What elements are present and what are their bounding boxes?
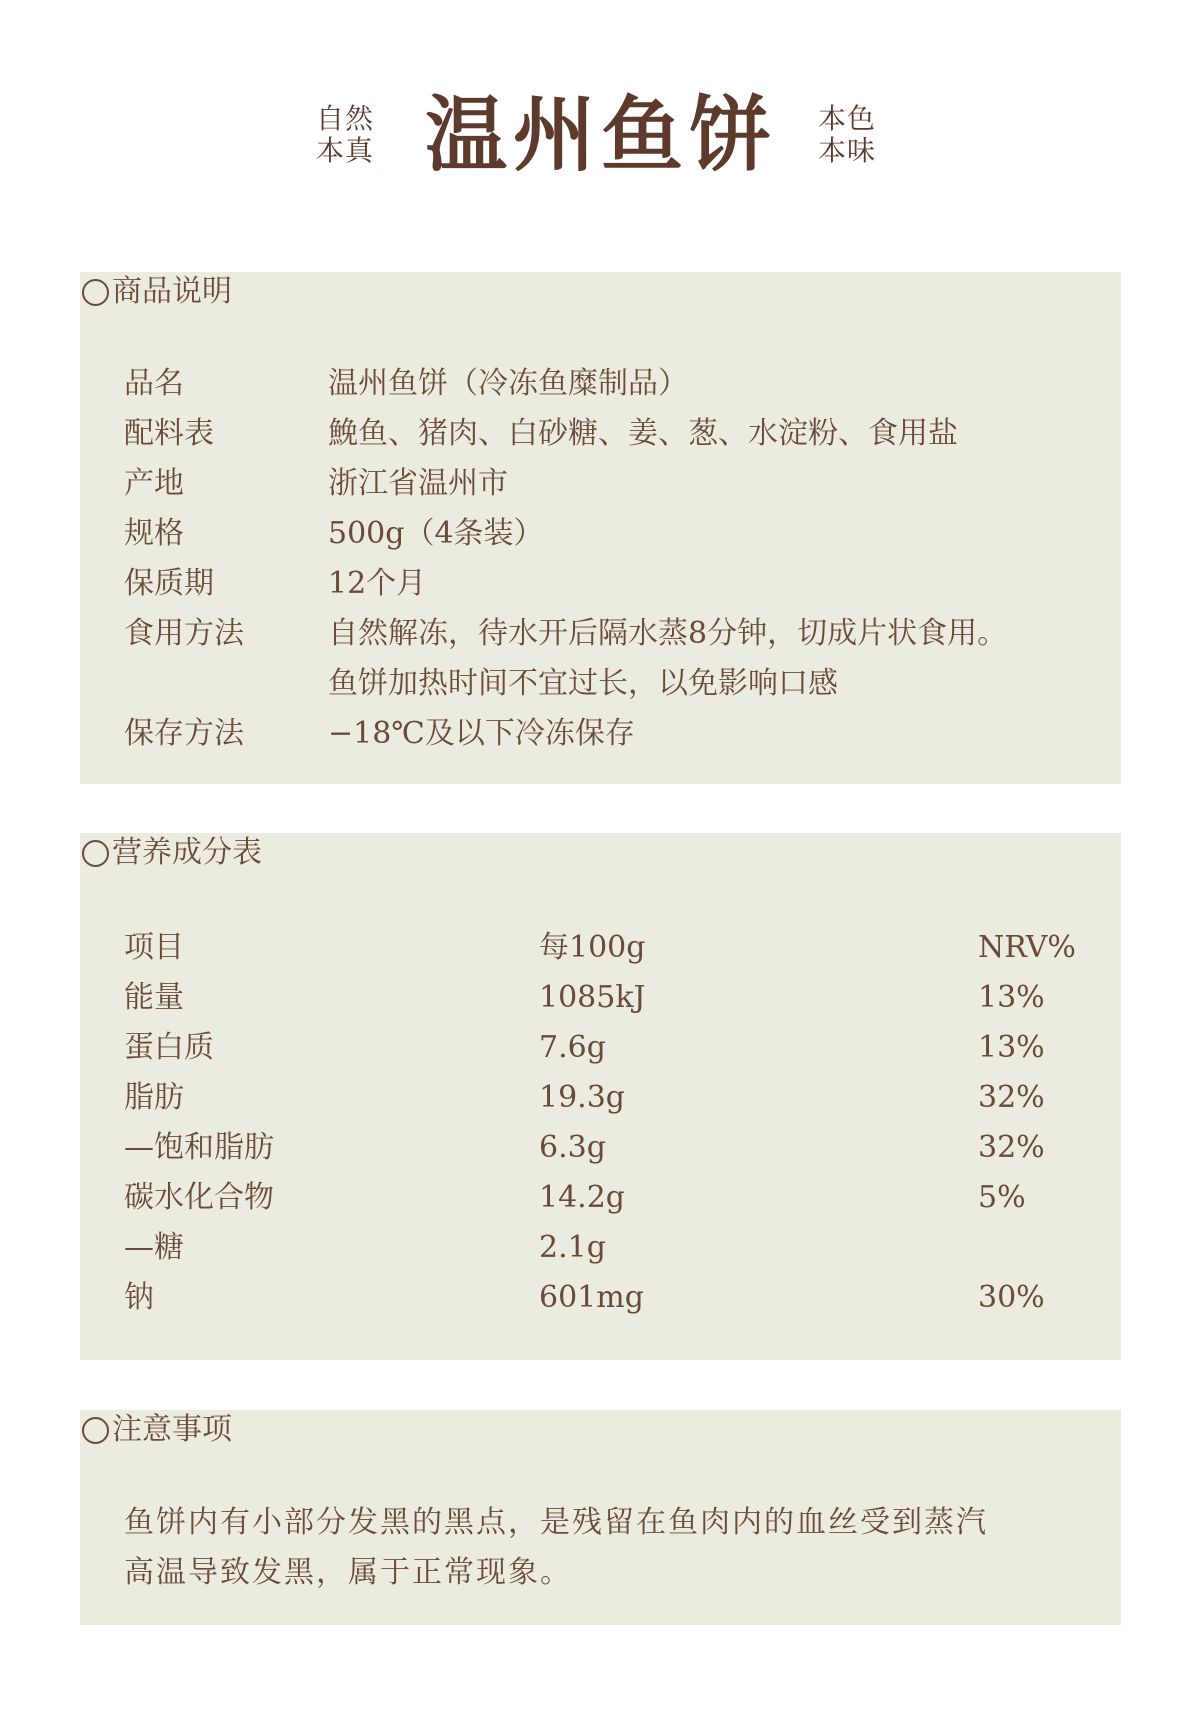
nutrition-header-nrv: NRV% [978,930,1076,965]
circle-icon [82,279,109,306]
nutrition-per: 14.2g [539,1180,626,1215]
nutrition-item: 蛋白质 [124,1030,214,1065]
nutrition-nrv: 13% [978,1030,1045,1065]
slogan-right-line1: 本色 [818,102,877,135]
nutrition-per: 2.1g [539,1230,606,1265]
nutrition-nrv: 32% [978,1130,1045,1165]
circle-icon [82,840,109,867]
product-value-storage: −18℃及以下冷冻保存 [328,716,635,751]
nutrition-item: 钠 [124,1280,154,1315]
slogan-left [316,103,374,167]
notice-panel [80,1410,1121,1625]
product-label-shelf-life: 保质期 [124,566,214,601]
circle-icon [82,1417,109,1444]
notice-line-1: 鱼饼内有小部分发黑的黑点，是残留在鱼肉内的血丝受到蒸汽 [124,1505,988,1540]
slogan-right [818,103,876,167]
nutrition-item: 碳水化合物 [124,1180,274,1215]
product-value-shelf-life: 12个月 [328,566,427,601]
product-label-usage: 食用方法 [124,616,244,651]
nutrition-per: 6.3g [539,1130,606,1165]
nutrition-title [82,833,262,873]
product-value-usage-2: 鱼饼加热时间不宜过长，以免影响口感 [328,666,838,701]
notice-line-2: 高温导致发黑，属于正常现象。 [124,1555,572,1590]
product-info-title [82,272,232,312]
notice-title-text: 注意事项 [112,1412,232,1447]
slogan-left-line2: 本真 [316,134,375,167]
product-label-origin: 产地 [124,466,184,501]
product-value-ingredients: 鮸鱼、猪肉、白砂糖、姜、葱、水淀粉、食用盐 [328,416,958,451]
nutrition-header-item: 项目 [124,930,184,965]
product-value-origin: 浙江省温州市 [328,466,508,501]
product-value-name: 温州鱼饼（冷冻鱼糜制品） [328,366,688,401]
nutrition-item: 能量 [124,980,184,1015]
slogan-right-line2: 本味 [818,134,877,167]
nutrition-title-text: 营养成分表 [112,835,262,870]
product-label-storage: 保存方法 [124,716,244,751]
product-value-spec: 500g（4条装） [328,516,544,551]
page-title: 温州鱼饼 [425,87,778,183]
nutrition-nrv: 32% [978,1080,1045,1115]
product-value-usage: 自然解冻，待水开后隔水蒸8分钟，切成片状食用。 [328,616,1008,651]
product-label-name: 品名 [124,366,184,401]
nutrition-per: 19.3g [539,1080,626,1115]
product-label-ingredients: 配料表 [124,416,214,451]
header [0,85,1200,195]
nutrition-header-per: 每100g [539,930,646,965]
product-label-spec: 规格 [124,516,184,551]
notice-title [82,1410,232,1450]
nutrition-panel [80,833,1121,1360]
nutrition-item: —饱和脂肪 [124,1130,274,1165]
slogan-left-line1: 自然 [316,102,375,135]
product-info-title-text: 商品说明 [112,274,232,309]
nutrition-nrv: 13% [978,980,1045,1015]
nutrition-nrv: 30% [978,1280,1045,1315]
nutrition-per: 601mg [539,1280,644,1315]
product-info-panel [80,272,1121,784]
nutrition-nrv: 5% [978,1180,1026,1215]
nutrition-per: 7.6g [539,1030,606,1065]
nutrition-per: 1085kJ [539,980,646,1015]
nutrition-item: 脂肪 [124,1080,184,1115]
nutrition-item: —糖 [124,1230,184,1265]
